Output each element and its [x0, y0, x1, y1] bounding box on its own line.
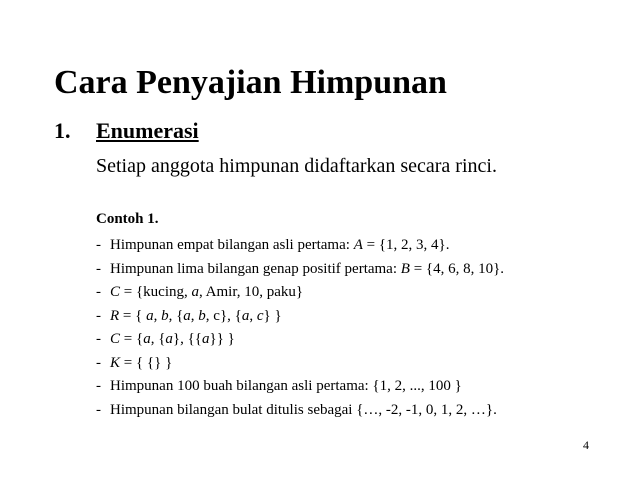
text-run: , c}, {	[205, 307, 242, 324]
text-run: }} }	[209, 331, 235, 347]
text-run: ,	[190, 307, 199, 324]
math-variable: a	[146, 307, 154, 324]
text-run: = {kucing,	[120, 284, 192, 300]
text-run: , {	[168, 307, 184, 324]
list-item-text	[110, 402, 497, 418]
list-item	[96, 281, 504, 305]
math-variable: C	[110, 284, 121, 300]
math-variable: R	[110, 307, 120, 324]
text-run: Himpunan 100 buah bilangan asli pertama: {1, 2, ..., 100 }	[110, 378, 462, 394]
text-run: }, {{	[172, 331, 202, 347]
list-item	[96, 305, 504, 329]
list-item	[96, 399, 504, 423]
list-item-text	[110, 261, 504, 277]
list-item	[96, 352, 504, 376]
list-item-text	[110, 355, 172, 371]
math-variable: a	[143, 331, 151, 347]
math-variable: a	[183, 307, 191, 324]
text-run: Himpunan lima bilangan genap positif pertama:	[110, 260, 401, 277]
section-title: Enumerasi	[96, 118, 199, 143]
list-bullet: -	[96, 401, 101, 418]
list-item-text	[110, 284, 303, 300]
math-variable: b	[161, 307, 169, 324]
math-variable: a	[202, 331, 210, 347]
math-variable: c	[256, 307, 264, 324]
list-bullet: -	[96, 237, 101, 253]
math-variable: K	[110, 354, 121, 371]
list-item	[96, 234, 504, 258]
text-run: ,	[153, 307, 162, 324]
list-item-text	[110, 237, 449, 253]
math-variable: b	[198, 307, 206, 324]
math-variable: C	[110, 331, 121, 347]
text-run: , {	[150, 331, 166, 347]
list-item	[96, 258, 504, 282]
list-item-text	[110, 308, 282, 324]
text-run: , Amir, 10, paku}	[199, 284, 304, 300]
list-bullet: -	[96, 307, 101, 324]
list-bullet: -	[96, 378, 101, 394]
math-variable: A	[353, 237, 363, 253]
list-item	[96, 375, 504, 399]
text-run: = {	[119, 307, 147, 324]
text-run: = { {} }	[120, 354, 173, 371]
text-run: Himpunan bilangan bulat ditulis sebagai {…, -2, -1, 0, 1, 2, …}.	[110, 401, 497, 418]
math-variable: a	[241, 307, 250, 324]
list-bullet: -	[96, 354, 101, 371]
list-bullet: -	[96, 331, 101, 347]
list-item-text	[110, 331, 235, 347]
text-run: = {1, 2, 3, 4}.	[362, 237, 450, 253]
section-heading	[54, 118, 199, 144]
section-description: Setiap anggota himpunan didaftarkan secara rinci.	[96, 155, 497, 177]
text-run: ,	[249, 307, 257, 324]
list-item	[96, 328, 504, 352]
math-variable: a	[165, 331, 173, 347]
page-number: 4	[583, 438, 589, 452]
example-title: Contoh 1.	[96, 211, 159, 227]
list-bullet: -	[96, 260, 101, 277]
text-run: = {4, 6, 8, 10}.	[409, 260, 505, 277]
slide-title: Cara Penyajian Himpunan	[54, 64, 447, 101]
math-variable: a	[191, 284, 199, 300]
example-list	[96, 234, 504, 422]
text-run: = {	[120, 331, 144, 347]
list-item-text	[110, 378, 462, 394]
section-number: 1.	[54, 118, 71, 143]
text-run: Himpunan empat bilangan asli pertama:	[110, 237, 354, 253]
text-run: } }	[263, 307, 282, 324]
math-variable: B	[400, 260, 410, 277]
list-bullet: -	[96, 284, 101, 300]
